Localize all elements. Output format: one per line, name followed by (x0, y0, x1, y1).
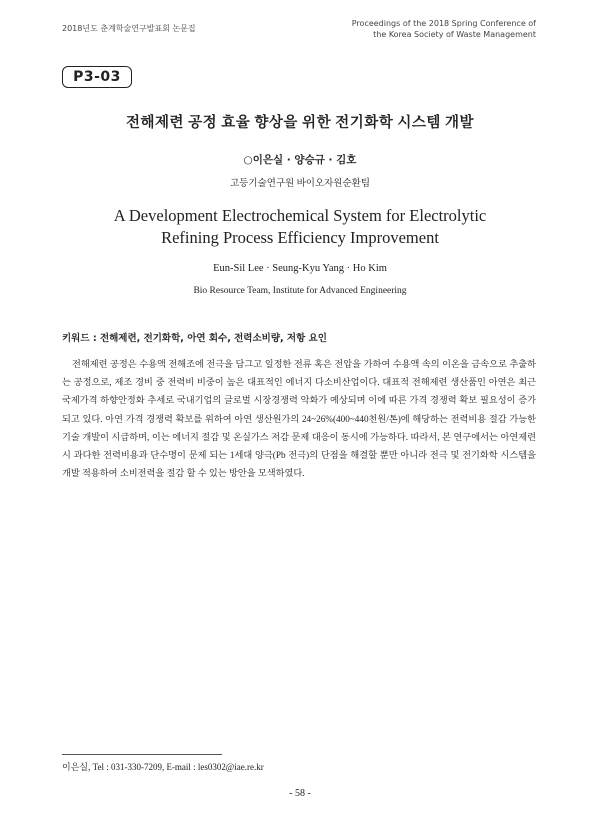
page-number: - 58 - (289, 788, 311, 799)
title-english-line2: Refining Process Efficiency Improvement (161, 228, 439, 247)
authors-english: Eun-Sil Lee · Seung-Kyu Yang · Ho Kim (213, 263, 387, 274)
title-english (0, 205, 600, 249)
header-conference-en (352, 18, 536, 40)
affiliation-english: Bio Resource Team, Institute for Advanced Engineering (193, 286, 407, 296)
title-english-line1: A Development Electrochemical System for Electrolytic (113, 206, 487, 225)
header-en-line2: the Korea Society of Waste Management (373, 30, 536, 39)
authors-korean: ○이은실 · 양승규 · 김호 (243, 154, 357, 166)
footnote-contact: 이은실, Tel : 031-330-7209, E-mail : les0302@iae.re.kr (62, 762, 264, 772)
header-en-line1: Proceedings of the 2018 Spring Conference of (351, 19, 536, 28)
keywords: 키워드 : 전해제련, 전기화학, 아연 회수, 전력소비량, 저항 요인 (62, 333, 327, 344)
affiliation-korean: 고등기술연구원 바이오자원순환팀 (229, 179, 371, 189)
abstract-body: 전해제련 공정은 수용액 전해조에 전극을 담그고 일정한 전류 혹은 전압을 가하여 수용액 속의 이온을 금속으로 추출하는 공정으로, 제조 경비 중 전력비 비중이 높은 대표적인 에너지 다소비산업이다. 대표적 전해제련 생산품인 아연은 최근 국제가격 하향안정화 추세로 국내기업의 글로벌 시장경쟁력 악화가 예상되며 이에 따른 가격 경쟁력 확보 필요성이 증가되고 있다. 아연 가격 경쟁력 확보를 위하여 아연 생산원가의 24~26%(400~440천원/톤)에 해당하는 전력비용 절감 가능한 기술 개발이 시급하며, 이는 에너지 절감 및 온실가스 저감 문제 대응이 동시에 가능하다. 따라서, 본 연구에서는 아연제련 시 과다한 전력비용과 단수명이 문제 되는 1세대 양극(Pb 전극)의 단점을 해결할 뿐만 아니라 전극 및 전기화학 시스템을 개발 적용하여 소비전력을 절감 할 수 있는 방안을 모색하였다. (62, 359, 536, 479)
header-conference-ko: 2018년도 춘계학술연구발표회 논문집 (62, 24, 196, 33)
title-korean: 전해제련 공정 효율 향상을 위한 전기화학 시스템 개발 (125, 115, 475, 131)
footnote-divider (62, 754, 222, 755)
paper-code-badge: P3-03 (62, 66, 132, 88)
